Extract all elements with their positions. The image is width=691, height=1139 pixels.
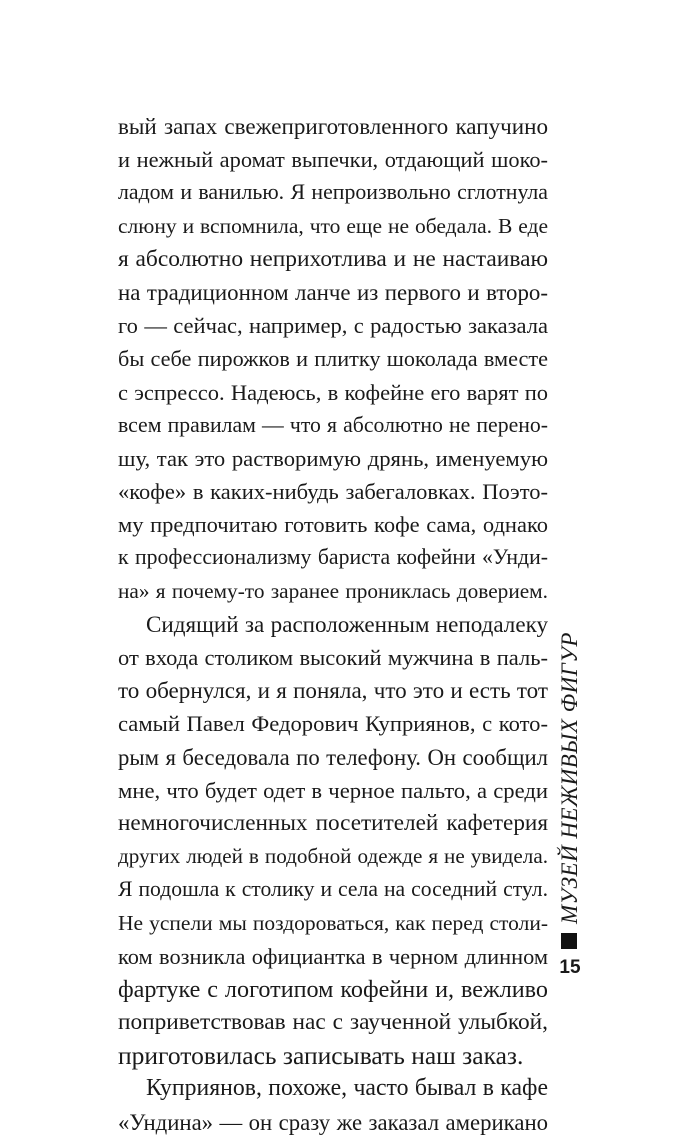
page-number: 15	[559, 957, 581, 978]
text-line: ладом и ванилью. Я непроизвольно сглотнула	[118, 180, 548, 205]
text-line: то обернулся, и я поняла, что это и есть тот	[118, 677, 548, 704]
text-line: слюну и вспомнила, что еще не обедала. В еде	[118, 213, 548, 238]
text-line: Куприянов, похоже, часто бывал в кафе	[146, 1075, 548, 1102]
text-line: от входа столиком высокий мужчина в паль-	[118, 645, 548, 670]
text-line: вый запах свежеприготовленного капучино	[118, 113, 548, 139]
text-line: рым я беседовала по телефону. Он сообщил	[118, 744, 548, 770]
square-marker-icon	[561, 933, 577, 949]
text-line: на» я почему-то заранее прониклась доверием.	[118, 578, 548, 603]
text-line: фартуке с логотипом кофейни и, вежливо	[118, 975, 548, 1003]
text-line: и нежный аромат выпечки, отдающий шоко-	[118, 147, 548, 173]
text-line: я абсолютно неприхотлива и не настаиваю	[118, 245, 548, 272]
text-line: му предпочитаю готовить кофе сама, однако	[118, 512, 548, 538]
text-line: «кофе» в каких-нибудь забегаловках. Поэто-	[118, 479, 548, 505]
text-line: ком возникла официантка в черном длинном	[118, 943, 548, 969]
text-line: самый Павел Федорович Куприянов, с кото-	[118, 711, 548, 737]
text-line: с эспрессо. Надеюсь, в кофейне его варят по	[118, 379, 548, 405]
paragraph-3	[118, 1072, 548, 1138]
text-line: Я подошла к столику и села на соседний стул.	[118, 877, 548, 902]
paragraph-1	[118, 110, 548, 608]
text-line: на традиционном ланче из первого и второ-	[118, 279, 548, 305]
running-title: МУЗЕЙ НЕЖИВЫХ ФИГУР	[557, 632, 582, 924]
text-line: приготовилась записывать наш заказ.	[118, 1041, 524, 1071]
text-line: немногочисленных посетителей кафетерия	[118, 809, 548, 836]
text-line: всем правилам — что я абсолютно не перено-	[118, 412, 548, 437]
text-line: поприветствовав нас с заученной улыбкой,	[118, 1009, 548, 1036]
text-line: го — сейчас, например, с радостью заказала	[118, 313, 548, 339]
text-line: мне, что будет одет в черное пальто, а среди	[118, 777, 548, 803]
body-text	[118, 110, 548, 1139]
text-line: к профессионализму бариста кофейни «Унди-	[118, 545, 548, 570]
text-line: других людей в подобной одежде я не увидела.	[118, 844, 548, 869]
text-line: шу, так это растворимую дрянь, именуемую	[118, 445, 548, 471]
text-line: Сидящий за расположенным неподалеку	[146, 610, 548, 637]
paragraph-2	[118, 608, 548, 1073]
text-line: «Ундина» — он сразу же заказал американо	[118, 1109, 548, 1135]
text-line: Не успели мы поздороваться, как перед столи-	[118, 910, 548, 935]
text-line: бы себе пирожков и плитку шоколада вместе	[118, 346, 548, 372]
